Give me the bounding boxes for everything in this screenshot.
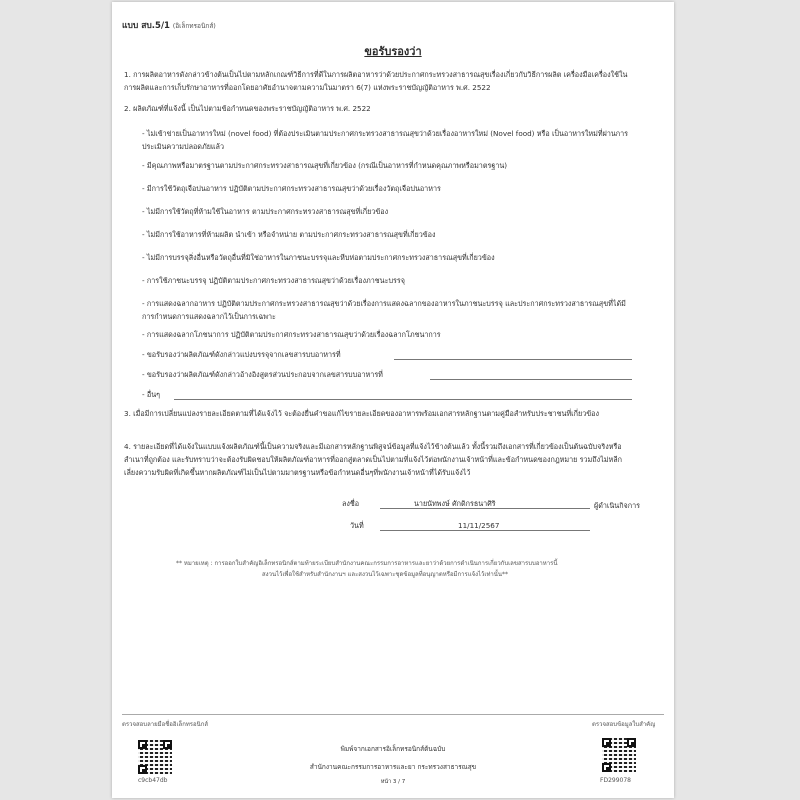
- form-code: แบบ สบ.5/1 (อิเล็กทรอนิกส์): [122, 21, 216, 31]
- footer-right-label: ตรวจสอบข้อมูลใบสำคัญ: [592, 721, 656, 728]
- check-quality-standard: - มีคุณภาพหรือมาตรฐานตามประกาศกระทรวงสาธารณสุขที่เกี่ยวข้อง (กรณีเป็นอาหารที่กำหนดคุณภาพหรือมาตรฐาน): [142, 161, 508, 170]
- check-labeling: - การแสดงฉลากอาหาร ปฏิบัติตามประกาศกระทรวงสาธารณสุขว่าด้วยเรื่องการแสดงฉลากของอาหารในภาชนะบรรจุ และประกาศกระทรวงสาธารณสุขที่ได้มีการกำหนดการแสดงฉลากไว้เป็นการเฉพาะ: [142, 299, 626, 321]
- signer-role: ผู้ดำเนินกิจการ: [594, 501, 641, 510]
- check-formula-reference: - ขอรับรองว่าผลิตภัณฑ์ดังกล่าวอ้างอิงสูตรส่วนประกอบจากเลขสารบบอาหารที่: [142, 370, 383, 379]
- footer-org-line: สำนักงานคณะกรรมการอาหารและยา กระทรวงสาธารณสุข: [309, 763, 477, 771]
- formula-reference-field: [430, 379, 632, 380]
- form-code-sub: (อิเล็กทรอนิกส์): [172, 22, 216, 30]
- item-1: 1. การผลิตอาหารดังกล่าวข้างต้นเป็นไปตามหลักเกณฑ์วิธีการที่ดีในการผลิตอาหารว่าด้วยประกาศกระทรวงสาธารณสุขเรื่องเกี่ยวกับวิธีการผลิต เครื่องมือเครื่องใช้ในการผลิตและการเก็บรักษาอาหารที่ออกโดยอาศัยอำนาจตามความในมาตรา 6(7) แห่งพระราชบัญญัติอาหาร พ.ศ. 2522: [124, 70, 628, 92]
- date-value: 11/11/2567: [458, 521, 500, 530]
- check-repack-source: - ขอรับรองว่าผลิตภัณฑ์ดังกล่าวแบ่งบรรจุจากเลขสารบบอาหารที่: [142, 350, 341, 359]
- page-number: หน้า 3 / 7: [380, 779, 406, 785]
- date-label: วันที่: [350, 521, 364, 530]
- repack-source-field: [394, 359, 632, 360]
- item-2: 2. ผลิตภัณฑ์ที่แจ้งนี้ เป็นไปตามข้อกำหนดของพระราชบัญญัติอาหาร พ.ศ. 2522: [124, 104, 371, 113]
- footer-left-label: ตรวจสอบลายมือชื่ออิเล็กทรอนิกส์: [122, 721, 209, 728]
- document-title: ขอรับรองว่า: [364, 45, 422, 58]
- check-packaging: - การใช้ภาชนะบรรจุ ปฏิบัติตามประกาศกระทรวงสาธารณสุขว่าด้วยเรื่องภาชนะบรรจุ: [142, 276, 405, 285]
- other-field: [174, 399, 632, 400]
- footer-print-line: พิมพ์จากเอกสารอิเล็กทรอนิกส์ต้นฉบับ: [340, 745, 446, 753]
- footer-right-code: FD299078: [600, 777, 631, 784]
- sign-label: ลงชื่อ: [342, 499, 360, 508]
- check-foreign-objects: - ไม่มีการบรรจุสิ่งอื่นหรือวัตถุอื่นที่มิใช่อาหารในภาชนะบรรจุและหีบห่อตามประกาศกระทรวงสาธารณสุขที่เกี่ยวข้อง: [142, 253, 495, 262]
- check-novel-food: - ไม่เข้าข่ายเป็นอาหารใหม่ (novel food) ที่ต้องประเมินตามประกาศกระทรวงสาธารณสุขว่าด้วยเรื่องอาหารใหม่ (Novel food) หรือ เป็นอาหารใหม่ที่ผ่านการประเมินความปลอดภัยแล้ว: [142, 129, 629, 151]
- footer-rule: [122, 714, 664, 715]
- note-line-2: สงวนไว้เพื่อใช้สำหรับสำนักงานฯ และสงวนไว้เฉพาะชุดข้อมูลที่อนุญาตหรือมีการแจ้งไว้เท่านั้น**: [262, 571, 509, 578]
- check-food-additives: - มีการใช้วัตถุเจือปนอาหาร ปฏิบัติตามประกาศกระทรวงสาธารณสุขว่าด้วยเรื่องวัตถุเจือปนอาหาร: [142, 184, 441, 193]
- check-prohibited-substances: - ไม่มีการใช้วัตถุที่ห้ามใช้ในอาหาร ตามประกาศกระทรวงสาธารณสุขที่เกี่ยวข้อง: [142, 207, 389, 216]
- check-nutrition-label: - การแสดงฉลากโภชนาการ ปฏิบัติตามประกาศกระทรวงสาธารณสุขว่าด้วยเรื่องฉลากโภชนาการ: [142, 330, 441, 339]
- check-other: - อื่นๆ: [142, 390, 160, 399]
- signer-name: นายนัทพงษ์ ศักดิกรธนาศิริ: [414, 499, 496, 508]
- item-4: 4. รายละเอียดที่ได้แจ้งในแบบแจ้งผลิตภัณฑ์นี้เป็นความจริงและมีเอกสารหลักฐานพิสูจน์ข้อมูลที่แจ้งไว้ข้างต้นแล้ว ทั้งนี้รวมถึงเอกสารที่เกี่ยวข้องเป็นต้นฉบับจริงหรือสำเนาที่ถูกต้อง และรับทราบว่าจะต้องรับผิดชอบให้ผลิตภัณฑ์อาหารที่ออกสู่ตลาดเป็นไปตามที่แจ้งไว้ต่อพนักงานเจ้าหน้าที่และข้อกำหนดของกฎหมาย รวมถึงไม่หลีกเลี่ยงความรับผิดที่เกิดขึ้นหากผลิตภัณฑ์ไม่เป็นไปตามมาตรฐานหรือข้อกำหนดอื่นๆที่พนักงานเจ้าหน้าที่ได้รับแจ้งไว้: [124, 442, 623, 477]
- item-3: 3. เมื่อมีการเปลี่ยนแปลงรายละเอียดตามที่ได้แจ้งไว้ จะต้องยื่นคำขอแก้ไขรายละเอียดของอาหารพร้อมเอกสารหลักฐานตามคู่มือสำหรับประชาชนที่เกี่ยวข้อง: [124, 409, 599, 418]
- note-line-1: ** หมายเหตุ : การออกใบสำคัญอิเล็กทรอนิกส์ตามท้ายระเบียบสำนักงานคณะกรรมการอาหารและยาว่าด้วยการดำเนินการเกี่ยวกับเลขสารบบอาหารนี้: [176, 560, 558, 567]
- document-page: [112, 2, 674, 798]
- check-prohibited-foods: - ไม่มีการใช้อาหารที่ห้ามผลิต นำเข้า หรือจำหน่าย ตามประกาศกระทรวงสาธารณสุขที่เกี่ยวข้อง: [142, 230, 436, 239]
- footer-left-code: c9cb47db: [138, 777, 168, 784]
